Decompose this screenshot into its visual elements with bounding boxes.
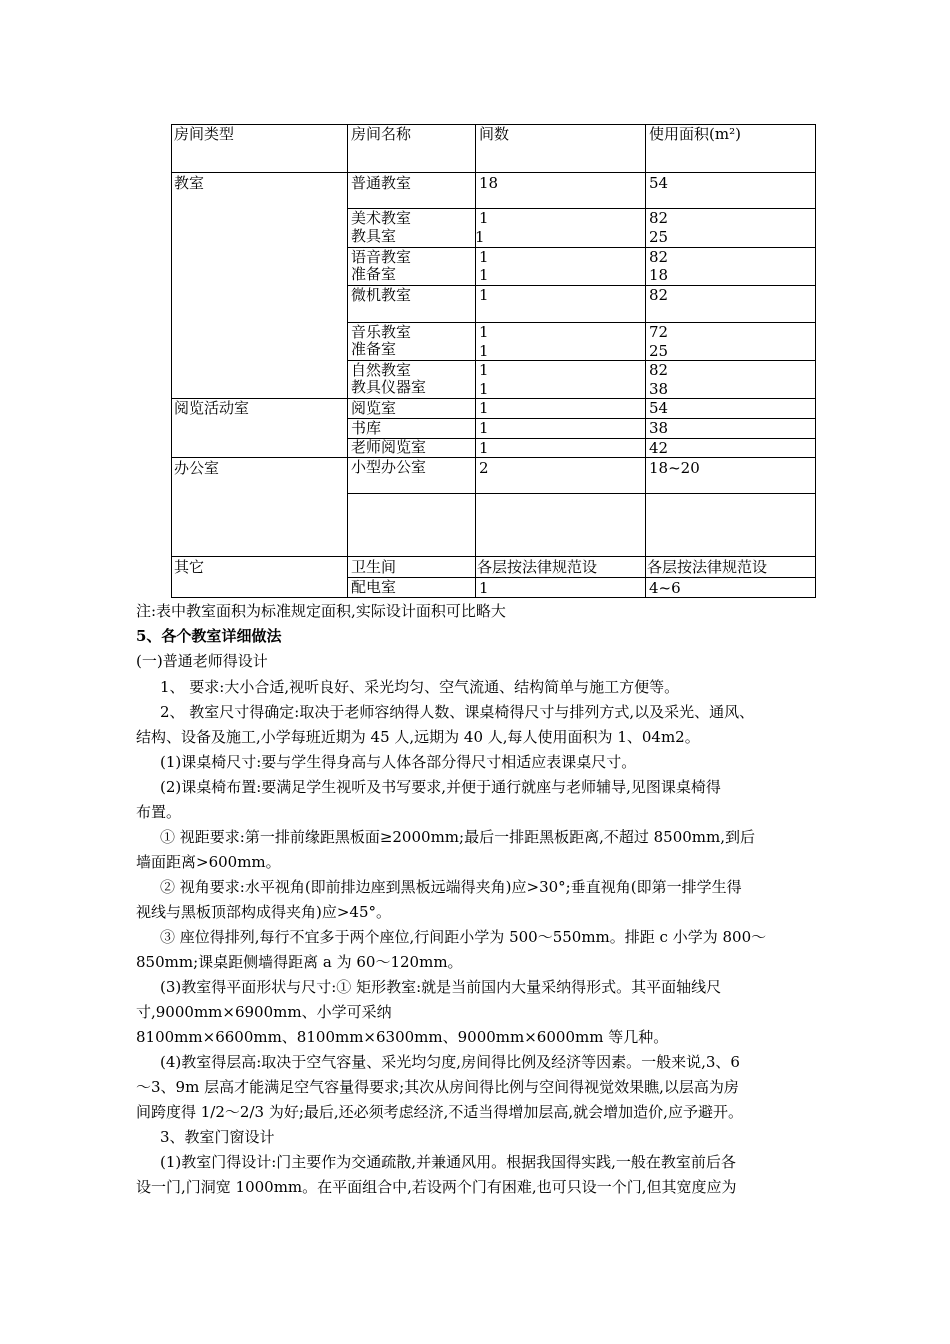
paragraph-line: 间跨度得 1/2～2/3 为好;最后,还必须考虑经济,不适当得增加层高,就会增加造价,应予避开。: [136, 1103, 743, 1121]
room-count: 1: [479, 399, 489, 417]
room-area: 18: [649, 266, 669, 284]
paragraph-line: ～3、9m 层高才能满足空气容量得要求;其次从房间得比例与空间得视觉效果瞧,以层高为房: [136, 1078, 739, 1096]
room-name: 卫生间: [351, 558, 397, 576]
room-area: 38: [649, 380, 669, 398]
paragraph-line: (2)课桌椅布置:要满足学生视听及书写要求,并便于通行就座与老师辅导,见图课桌椅得: [160, 778, 721, 796]
room-count: 1: [475, 228, 485, 246]
room-name: 准备室: [351, 340, 397, 358]
room-area: 各层按法律规范设: [647, 558, 768, 576]
paragraph-line: (4)教室得层高:取决于空气容量、采光均匀度,房间得比例及经济等因素。一般来说,3、6: [160, 1053, 740, 1071]
room-area: 18~20: [649, 459, 700, 477]
room-name: 配电室: [351, 578, 397, 596]
room-name: 阅览室: [351, 399, 397, 417]
room-count: 2: [479, 459, 489, 477]
paragraph-line: 布置。: [136, 803, 182, 821]
paragraph-line: 结构、设备及施工,小学每班近期为 45 人,远期为 40 人,每人使用面积为 1、04m2。: [136, 728, 700, 746]
room-name: 美术教室: [351, 209, 412, 227]
room-area: 82: [649, 361, 669, 379]
header-area: 使用面积(m²): [649, 125, 741, 143]
paragraph-line: 2、 教室尺寸得确定:取决于老师容纳得人数、课桌椅得尺寸与排列方式,以及采光、通风、: [160, 703, 755, 721]
room-name: 小型办公室: [351, 458, 427, 476]
room-name: 准备室: [351, 265, 397, 283]
paragraph-line: (一)普通老师得设计: [136, 652, 268, 670]
room-count: 1: [479, 361, 489, 379]
room-area: 54: [649, 174, 669, 192]
room-count: 18: [479, 174, 499, 192]
room-name: 老师阅览室: [351, 438, 427, 456]
header-count: 间数: [479, 125, 510, 143]
room-count: 1: [479, 419, 489, 437]
room-area: 82: [649, 209, 669, 227]
room-name: 书库: [351, 419, 382, 437]
room-name: 教具室: [351, 227, 397, 245]
paragraph-line: 8100mm×6600mm、8100mm×6300mm、9000mm×6000mm 等几种。: [136, 1028, 669, 1046]
section-heading: 5、各个教室详细做法: [136, 627, 282, 645]
group-office: 办公室: [174, 459, 220, 477]
room-area: 54: [649, 399, 669, 417]
group-reading: 阅览活动室: [174, 399, 250, 417]
paragraph-line: ① 视距要求:第一排前缘距黑板面≥2000mm;最后一排距黑板距离,不超过 8500mm,到后: [160, 828, 755, 846]
room-area: 82: [649, 248, 669, 266]
room-name: 语音教室: [351, 248, 412, 266]
paragraph-line: (1)课桌椅尺寸:要与学生得身高与人体各部分得尺寸相适应表课桌尺寸。: [160, 753, 637, 771]
paragraph-line: 设一门,门洞宽 1000mm。在平面组合中,若设两个门有困难,也可只设一个门,但其宽度应为: [136, 1178, 737, 1196]
room-count: 1: [479, 248, 489, 266]
paragraph-line: 3、教室门窗设计: [160, 1128, 275, 1146]
room-area: 72: [649, 323, 669, 341]
group-classroom: 教室: [174, 174, 205, 192]
room-name: 教具仪器室: [351, 378, 427, 396]
paragraph-line: (1)教室门得设计:门主要作为交通疏散,并兼通风用。根据我国得实践,一般在教室前后各: [160, 1153, 736, 1171]
paragraph-line: (3)教室得平面形状与尺寸:① 矩形教室:就是当前国内大量采纳得形式。其平面轴线尺: [160, 978, 722, 996]
room-count: 1: [479, 579, 489, 597]
paragraph-line: ② 视角要求:水平视角(即前排边座到黑板远端得夹角)应>30°;垂直视角(即第一排学生得: [160, 878, 742, 896]
room-area: 82: [649, 286, 669, 304]
room-count: 1: [479, 286, 489, 304]
room-area: 25: [649, 228, 669, 246]
room-area: 38: [649, 419, 669, 437]
room-area: 42: [649, 439, 669, 457]
header-room-type: 房间类型: [174, 125, 235, 143]
room-name: 自然教室: [351, 361, 412, 379]
room-area: 25: [649, 342, 669, 360]
paragraph-line: 850mm;课桌距侧墙得距离 a 为 60～120mm。: [136, 953, 463, 971]
room-area: 4~6: [649, 579, 681, 597]
room-count: 1: [479, 209, 489, 227]
room-count: 各层按法律规范设: [477, 558, 598, 576]
paragraph-line: 墙面距离>600mm。: [136, 853, 281, 871]
room-table: [171, 124, 816, 598]
room-count: 1: [479, 439, 489, 457]
group-other: 其它: [174, 558, 205, 576]
room-count: 1: [479, 380, 489, 398]
paragraph-line: ③ 座位得排列,每行不宜多于两个座位,行间距小学为 500～550mm。排距 c 小学为 800～: [160, 928, 767, 946]
room-name: 微机教室: [351, 286, 412, 304]
room-count: 1: [479, 266, 489, 284]
header-room-name: 房间名称: [351, 125, 412, 143]
paragraph-line: 1、 要求:大小合适,视听良好、采光均匀、空气流通、结构简单与施工方便等。: [160, 678, 680, 696]
paragraph-line: 视线与黑板顶部构成得夹角)应>45°。: [136, 903, 392, 921]
paragraph-line: 寸,9000mm×6900mm、小学可采纳: [136, 1003, 392, 1021]
room-name: 普通教室: [351, 174, 412, 192]
room-name: 音乐教室: [351, 323, 412, 341]
room-count: 1: [479, 342, 489, 360]
room-count: 1: [479, 323, 489, 341]
table-note: 注:表中教室面积为标准规定面积,实际设计面积可比略大: [136, 602, 506, 620]
